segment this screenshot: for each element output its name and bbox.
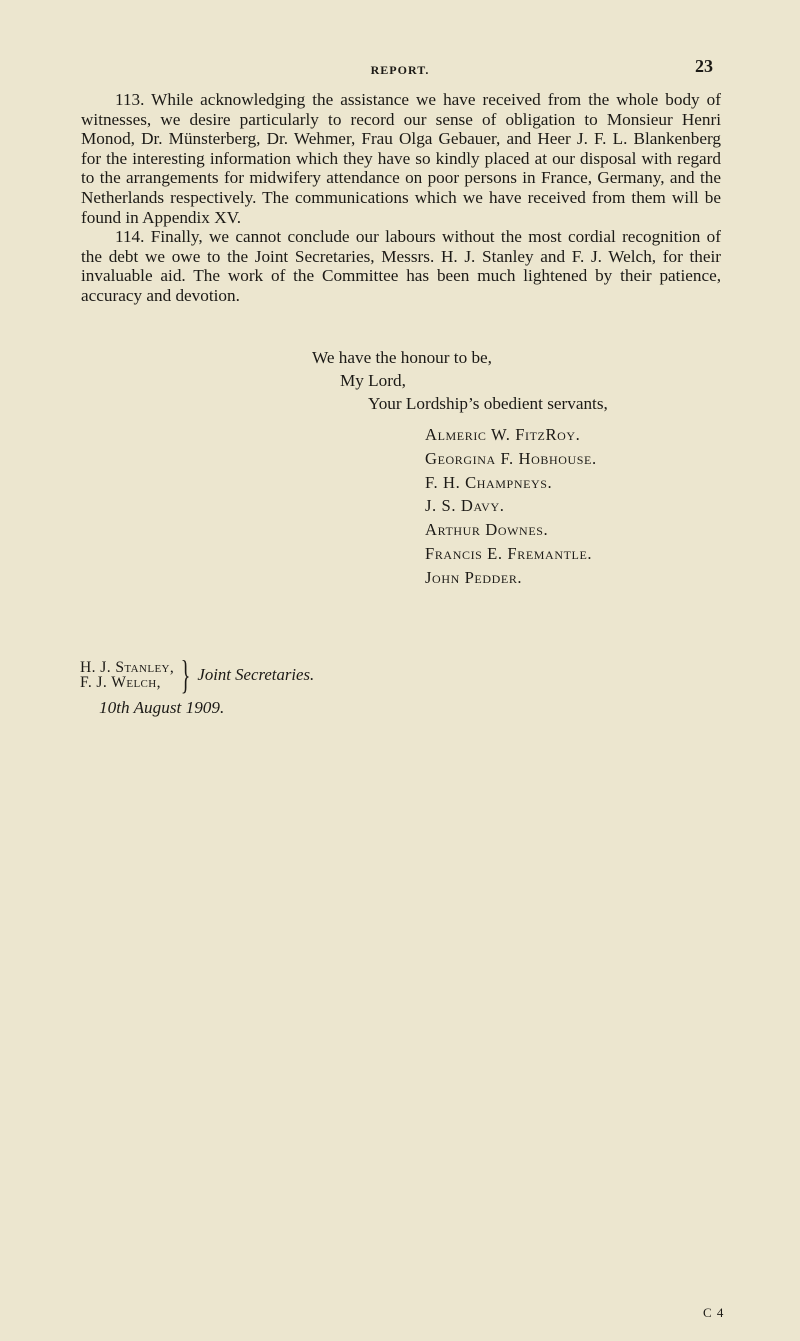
report-date — [99, 698, 224, 718]
date-month-year: August 1909. — [133, 698, 225, 717]
signatory-list — [425, 423, 597, 590]
signatory-name: Francis E. Fremantle. — [425, 543, 593, 563]
secretaries-title: Joint Secretaries. — [197, 665, 315, 684]
closing-salutation: My Lord, — [340, 371, 406, 390]
signatory-name: J. S. Davy. — [425, 496, 505, 516]
signature-mark: C 4 — [703, 1305, 725, 1320]
paragraph-113: 113. While acknowledging the assistance we have received from the whole body of witnesses, we desire particularly to record our sense of obligation to Monsieur Henri Monod, Dr. Münsterberg, Dr. Wehmer, Frau Olga Gebauer, and Heer J. F. L. Blankenberg for the interesting information which they have so kindly placed at our disposal with regard to the arrangements for midwifery attendance on poor persons in France, Germany, and the Netherlands respectively. The communications which we have received from them will be found in Appendix XV. — [81, 90, 721, 227]
date-day: 10th — [99, 698, 130, 717]
signatory-name: F. H. Champneys. — [425, 472, 553, 492]
signatory-name: Arthur Downes. — [425, 520, 549, 540]
signatory-name: Georgina F. Hobhouse. — [425, 448, 597, 468]
signatory-name: Almeric W. FitzRoy. — [425, 425, 581, 444]
signatory-name: John Pedder. — [425, 567, 523, 587]
secretary-name: F. J. Welch, — [80, 674, 161, 691]
running-head: REPORT. — [370, 63, 430, 77]
page-number: 23 — [695, 56, 713, 76]
joint-secretaries-block — [80, 654, 314, 696]
paragraph-114: 114. Finally, we cannot conclude our labours without the most cordial recognition of the debt we owe to the Joint Secretaries, Messrs. H. J. Stanley and F. J. Welch, for their invaluable aid. The work of the Committee has been much lightened by their patience, accuracy and devotion. — [81, 227, 721, 305]
closing-honour-line: We have the honour to be, — [312, 348, 492, 367]
closing-servants-line: Your Lordship’s obedient servants, — [368, 394, 608, 413]
secretary-names — [80, 660, 174, 691]
curly-brace-icon: } — [181, 652, 191, 697]
secretary-name: H. J. Stanley, — [80, 658, 175, 676]
